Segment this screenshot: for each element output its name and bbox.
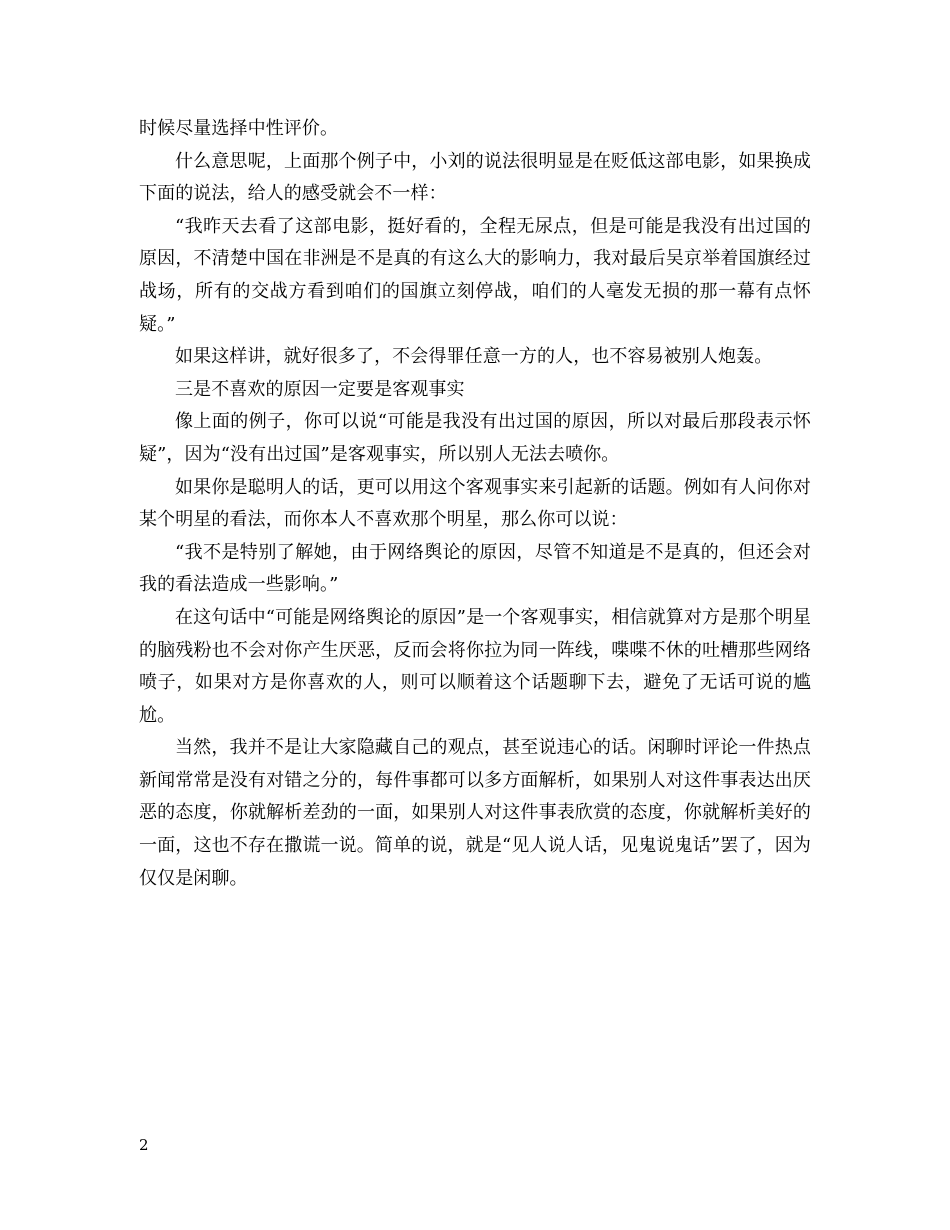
paragraph-better-way: 如果这样讲，就好很多了，不会得罪任意一方的人，也不容易被别人炮轰。 [175, 346, 773, 368]
paragraph-objective-fact: 在这句话中“可能是网络舆论的原因”是一个客观事实，相信就算对方是那个明星的脑残粉也不会对你产生厌恶，反而会将你拉为同一阵线，喋喋不休的吐槽那些网络喷子，如果对方是你喜欢的人，则可以顺着这个话题聊下去，避免了无话可说的尴尬。 [139, 606, 811, 726]
paragraph-continuation: 时候尽量选择中性评价。 [139, 118, 339, 139]
document-body [139, 113, 811, 895]
paragraph-movie-quote: “我昨天去看了这部电影，挺好看的，全程无尿点，但是可能是我没有出过国的原因，不清楚中国在非洲是不是真的有这么大的影响力，我对最后吴京举着国旗经过战场，所有的交战方看到咱们的国旗立刻停战，咱们的人毫发无损的那一幕有点怀疑。” [139, 215, 811, 335]
paragraph-example: 像上面的例子，你可以说“可能是我没有出过国的原因，所以对最后那段表示怀疑”，因为“没有出过国”是客观事实，所以别人无法去喷你。 [139, 411, 811, 465]
page-number: 2 [139, 1136, 149, 1154]
paragraph-new-topic: 如果你是聪明人的话，更可以用这个客观事实来引起新的话题。例如有人问你对某个明星的看法，而你本人不喜欢那个明星，那么你可以说： [139, 476, 811, 531]
paragraph-conclusion: 当然，我并不是让大家隐藏自己的观点，甚至说违心的话。闲聊时评论一件热点新闻常常是没有对错之分的，每件事都可以多方面解析，如果别人对这件事表达出厌恶的态度，你就解析差劲的一面，如果别人对这件事表欣赏的态度，你就解析美好的一面，这也不存在撒谎一说。简单的说，就是“见人说人话，见鬼说鬼话”罢了，因为仅仅是闲聊。 [139, 737, 811, 889]
paragraph-meaning: 什么意思呢，上面那个例子中，小刘的说法很明显是在贬低这部电影，如果换成下面的说法，给人的感受就会不一样： [139, 150, 811, 205]
paragraph-star-quote: “我不是特别了解她，由于网络舆论的原因，尽管不知道是不是真的，但还会对我的看法造成一些影响。” [139, 541, 811, 596]
paragraph-section-heading: 三是不喜欢的原因一定要是客观事实 [175, 378, 465, 400]
